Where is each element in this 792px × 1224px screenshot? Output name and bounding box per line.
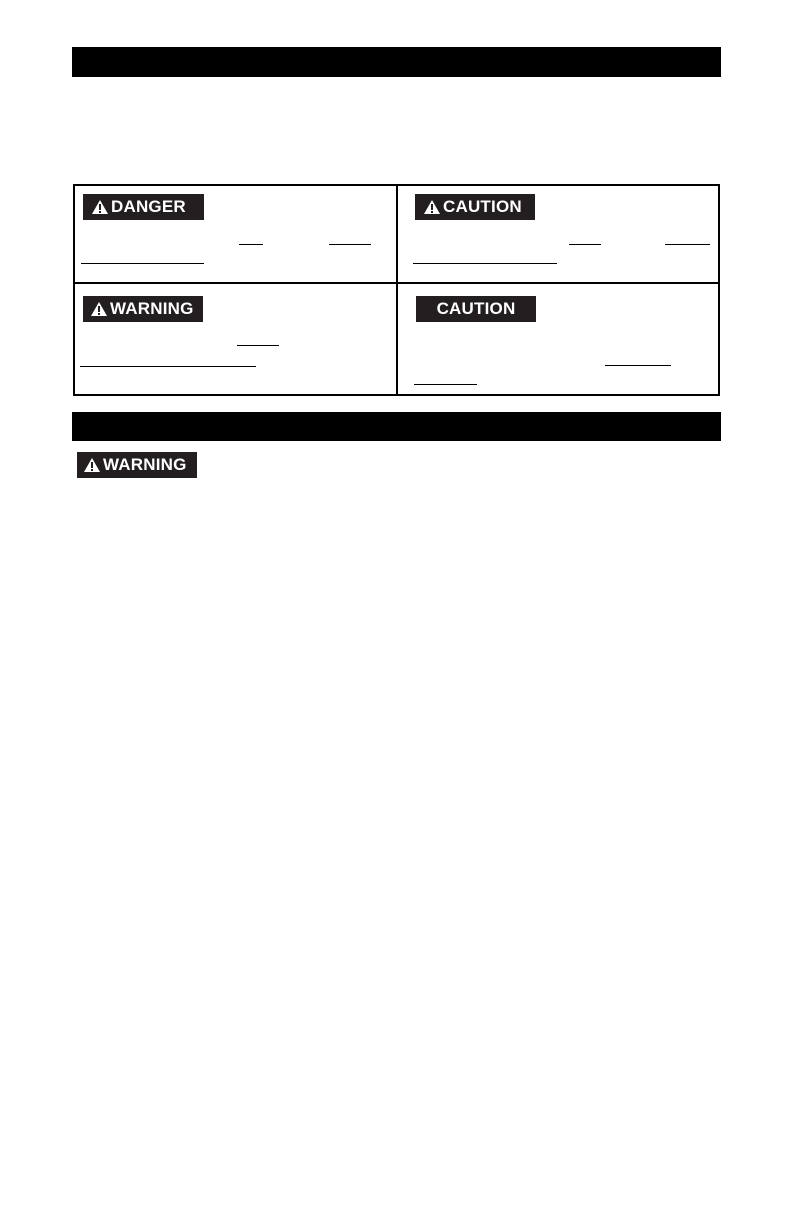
danger-label — [83, 194, 204, 220]
text-underline — [329, 244, 371, 245]
text-underline — [414, 384, 477, 385]
warning-triangle-icon — [423, 199, 441, 215]
table-column-divider — [396, 186, 398, 394]
warning-label — [83, 296, 203, 322]
text-underline — [413, 263, 557, 264]
text-underline — [239, 244, 263, 245]
caution-label — [415, 194, 535, 220]
caution-no-symbol-label — [416, 296, 536, 322]
text-underline — [81, 263, 204, 264]
warning-label-text: WARNING — [110, 299, 194, 318]
danger-label-text: DANGER — [111, 197, 186, 216]
general-safety-warning-text: WARNING — [103, 455, 187, 474]
caution-label-text: CAUTION — [443, 197, 522, 216]
section-header-bar — [72, 47, 721, 77]
text-underline — [605, 365, 671, 366]
warning-triangle-icon — [83, 457, 101, 473]
general-safety-warning-label — [77, 452, 197, 478]
text-underline — [80, 366, 256, 367]
text-underline — [665, 244, 710, 245]
caution-no-symbol-label-text: CAUTION — [436, 299, 516, 318]
warning-triangle-icon — [91, 199, 109, 215]
text-underline — [237, 345, 279, 346]
safety-signal-words-table — [73, 184, 720, 396]
section-header-bar — [72, 412, 721, 441]
warning-triangle-icon — [90, 301, 108, 317]
text-underline — [569, 244, 601, 245]
table-row-divider — [75, 282, 718, 284]
